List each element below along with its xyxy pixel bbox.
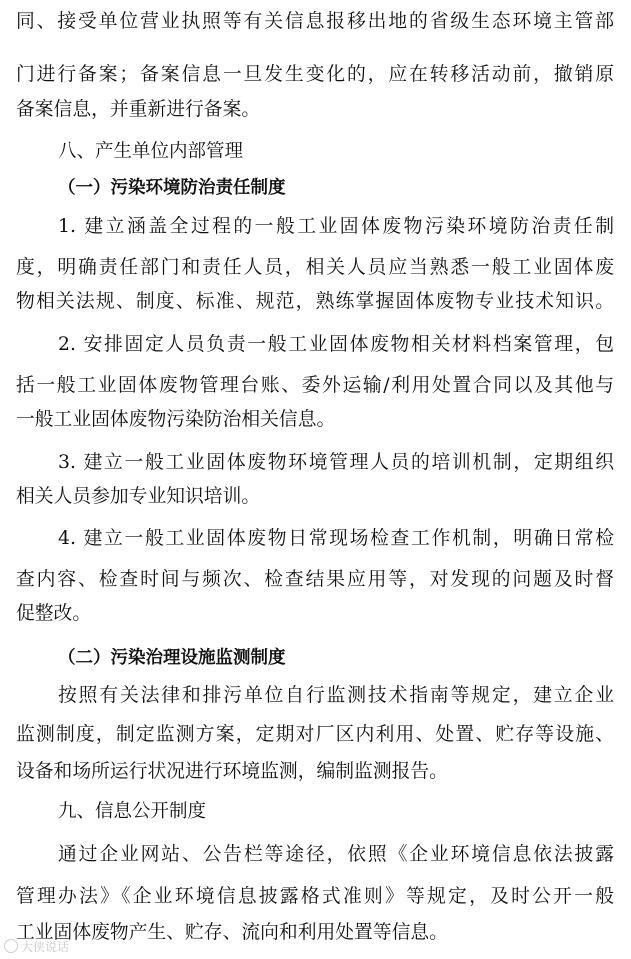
watermark	[4, 936, 69, 956]
body-text-line: 查内容、检查时间与频次、检查结果应用等，对发现的问题及时督	[16, 569, 614, 590]
body-text-line: 监测制度，制定监测方案，定期对厂区内利用、处置、贮存等设施、	[16, 724, 614, 745]
body-text-line: 促整改。	[16, 603, 92, 624]
body-text-line: 工业固体废物产生、贮存、流向和利用处置等信息。	[16, 922, 448, 943]
section-heading-9: 九、信息公开制度	[58, 801, 207, 822]
body-text-line: 物相关法规、制度、标准、规范，熟练掌握固体废物专业技术知识。	[16, 291, 614, 312]
body-text-line: 管理办法》《企业环境信息披露格式准则》等规定，及时公开一般	[16, 886, 614, 907]
body-text-line: 3. 建立一般工业固体废物环境管理人员的培训机制，定期组织	[58, 452, 614, 473]
subsection-heading-2: （二）污染治理设施监测制度	[58, 648, 286, 668]
body-text-line: 相关人员参加专业知识培训。	[16, 486, 261, 507]
subsection-heading-1: （一）污染环境防治责任制度	[58, 178, 286, 198]
section-heading-8: 八、产生单位内部管理	[58, 141, 244, 162]
body-text-line: 一般工业固体废物污染防治相关信息。	[16, 409, 336, 430]
body-text-line: 门进行备案；备案信息一旦发生变化的，应在转移活动前，撤销原	[16, 64, 614, 85]
body-text-line: 备案信息，并重新进行备案。	[16, 99, 261, 120]
body-text-line: 度，明确责任部门和责任人员，相关人员应当熟悉一般工业固体废	[16, 257, 614, 278]
body-text-line: 设备和场所运行状况进行环境监测，编制监测报告。	[16, 761, 448, 782]
body-text-line: 括一般工业固体废物管理台账、委外运输/利用处置合同以及其他与	[16, 375, 614, 396]
watermark-logo-icon	[4, 939, 18, 953]
body-text-line: 1. 建立涵盖全过程的一般工业固体废物污染环境防治责任制	[58, 216, 614, 237]
body-text-line: 同、接受单位营业执照等有关信息报移出地的省级生态环境主管部	[16, 11, 614, 32]
body-text-line: 2. 安排固定人员负责一般工业固体废物相关材料档案管理，包	[58, 334, 614, 355]
body-text-line: 通过企业网站、公告栏等途径，依照《企业环境信息依法披露	[58, 844, 614, 865]
watermark-text: 大侠说话	[21, 939, 70, 954]
body-text-line: 按照有关法律和排污单位自行监测技术指南等规定，建立企业	[58, 685, 614, 706]
body-text-line: 4. 建立一般工业固体废物日常现场检查工作机制，明确日常检	[58, 528, 614, 549]
